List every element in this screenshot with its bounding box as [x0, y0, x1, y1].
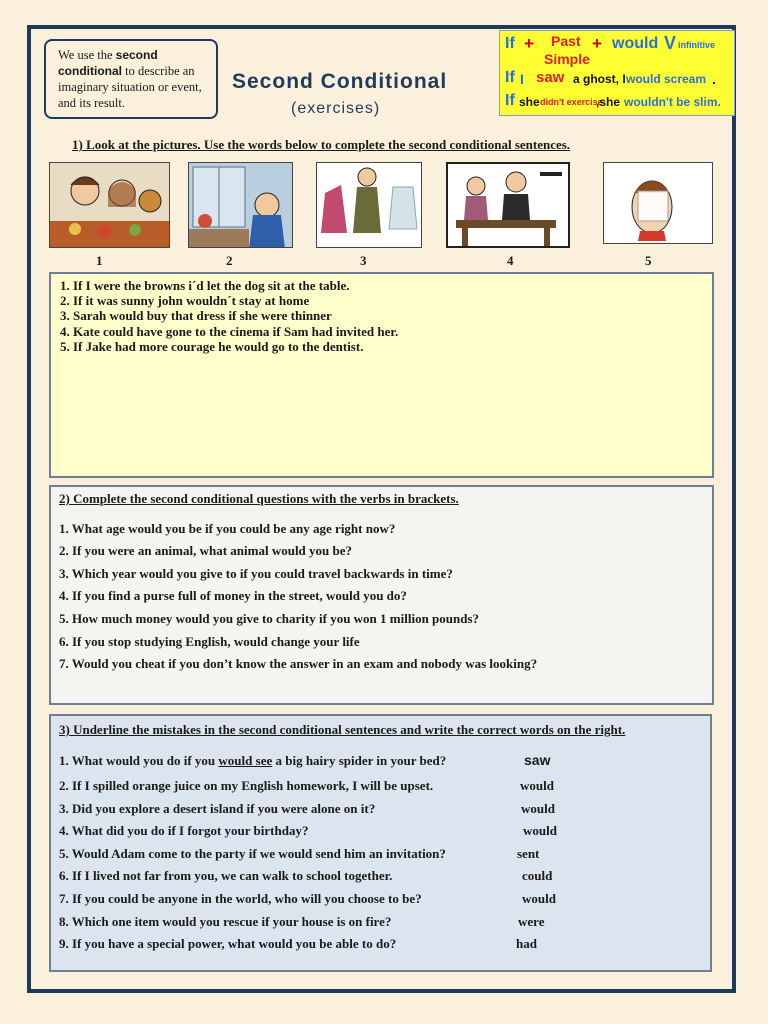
picture-number-1: 1	[96, 253, 103, 268]
section3-answer: would	[521, 801, 555, 816]
section3-answer: saw	[524, 752, 551, 768]
formula-would-scream: would scream	[626, 72, 707, 86]
section3-item: 3. Did you explore a desert island if you were alone on it?	[59, 801, 376, 816]
section3-item-1-mistake: would see	[218, 753, 273, 768]
picture-number-4: 4	[507, 253, 514, 268]
formula-v: V	[664, 33, 677, 53]
section1-sentence: 1. If I were the browns i´d let the dog sit at the table.	[60, 278, 350, 293]
section3-item-1-post: a big hairy spider in your bed?	[272, 753, 447, 768]
formula-would: would	[612, 35, 659, 52]
picture-couple-bench	[446, 162, 570, 248]
formula-dot: .	[712, 71, 716, 87]
formula-she: she	[519, 95, 540, 109]
picture-dress-shopping	[316, 162, 422, 248]
formula-saw: saw	[536, 69, 565, 86]
picture-number-3: 3	[360, 253, 367, 268]
section3-answer: could	[522, 868, 553, 883]
picture-rainy-window	[188, 162, 293, 248]
section3-item: 9. If you have a special power, what would you be able to do?	[59, 936, 397, 951]
formula-if-3: If	[505, 92, 515, 109]
section3-answer: would	[520, 778, 554, 793]
section1-sentence: 5. If Jake had more courage he would go to the dentist.	[60, 339, 364, 354]
section3-item: 8. Which one item would you rescue if your house is on fire?	[59, 914, 392, 929]
section1-sentence: 2. If it was sunny john wouldn´t stay at home	[60, 293, 310, 308]
section3-item: 2. If I spilled orange juice on my English homework, I will be upset.	[59, 778, 434, 793]
picture-number-2: 2	[226, 253, 233, 268]
intro-text-1: We use the	[58, 48, 116, 62]
formula-ghost: a ghost, I	[573, 72, 626, 86]
section2-question: 1. What age would you be if you could be any age right now?	[59, 521, 396, 536]
section3-answer: would	[523, 823, 557, 838]
formula-didnt: didn't exercise	[540, 97, 603, 107]
page-title: Second Conditional	[232, 70, 448, 93]
formula-plus-1: +	[524, 34, 534, 53]
section1-sentence: 4. Kate could have gone to the cinema if Sam had invited her.	[60, 324, 399, 339]
formula-simple: Simple	[544, 51, 590, 67]
section3-item: 7. If you could be anyone in the world, who will you choose to be?	[59, 891, 422, 906]
formula-she-2: ,she	[596, 95, 621, 109]
formula-infinitive: infinitive	[678, 40, 716, 50]
section2-question: 5. How much money would you give to charity if you won 1 million pounds?	[59, 611, 480, 626]
formula-if-2: If	[505, 69, 515, 86]
section3-item: 4. What did you do if I forgot your birthday?	[59, 823, 309, 838]
formula-i: I	[520, 71, 524, 87]
section3-item: 6. If I lived not far from you, we can walk to school together.	[59, 868, 393, 883]
section1-instruction: 1) Look at the pictures. Use the words below to complete the second conditional sentences.	[72, 137, 571, 152]
formula-box	[499, 30, 735, 116]
section3-answer: had	[516, 936, 537, 951]
section3-answer: sent	[517, 846, 540, 861]
section2-question: 3. Which year would you give to if you could travel backwards in time?	[59, 566, 453, 581]
section3-answer: would	[522, 891, 556, 906]
section2-question: 6. If you stop studying English, would change your life	[59, 634, 360, 649]
formula-if-1: If	[505, 35, 515, 52]
picture-family-dinner	[49, 162, 170, 248]
intro-text-2: to describe an imaginary situation or event, and its result.	[58, 64, 202, 110]
picture-toothache-man	[603, 162, 713, 244]
section3-answer: were	[518, 914, 545, 929]
section2-question: 2. If you were an animal, what animal would you be?	[59, 543, 353, 558]
section3-instruction: 3) Underline the mistakes in the second conditional sentences and write the correct words on the right.	[59, 722, 626, 737]
intro-box	[44, 39, 218, 119]
intro-bold: second conditional	[58, 48, 158, 78]
page-subtitle: (exercises)	[291, 100, 381, 117]
section3-item-1	[59, 753, 446, 769]
formula-wouldnt: wouldn't be slim.	[624, 95, 721, 109]
section3-item-1-pre: 1. What would you do if you	[59, 753, 219, 768]
formula-plus-2: +	[592, 34, 602, 53]
section1-sentence: 3. Sarah would buy that dress if she were thinner	[60, 308, 332, 323]
section2-question: 4. If you find a purse full of money in the street, would you do?	[59, 588, 407, 603]
section2-instruction: 2) Complete the second conditional questions with the verbs in brackets.	[59, 491, 459, 506]
section2-question: 7. Would you cheat if you don’t know the answer in an exam and nobody was looking?	[59, 656, 538, 671]
section3-item: 5. Would Adam come to the party if we would send him an invitation?	[59, 846, 446, 861]
picture-number-5: 5	[645, 253, 652, 268]
formula-past: Past	[551, 33, 581, 49]
